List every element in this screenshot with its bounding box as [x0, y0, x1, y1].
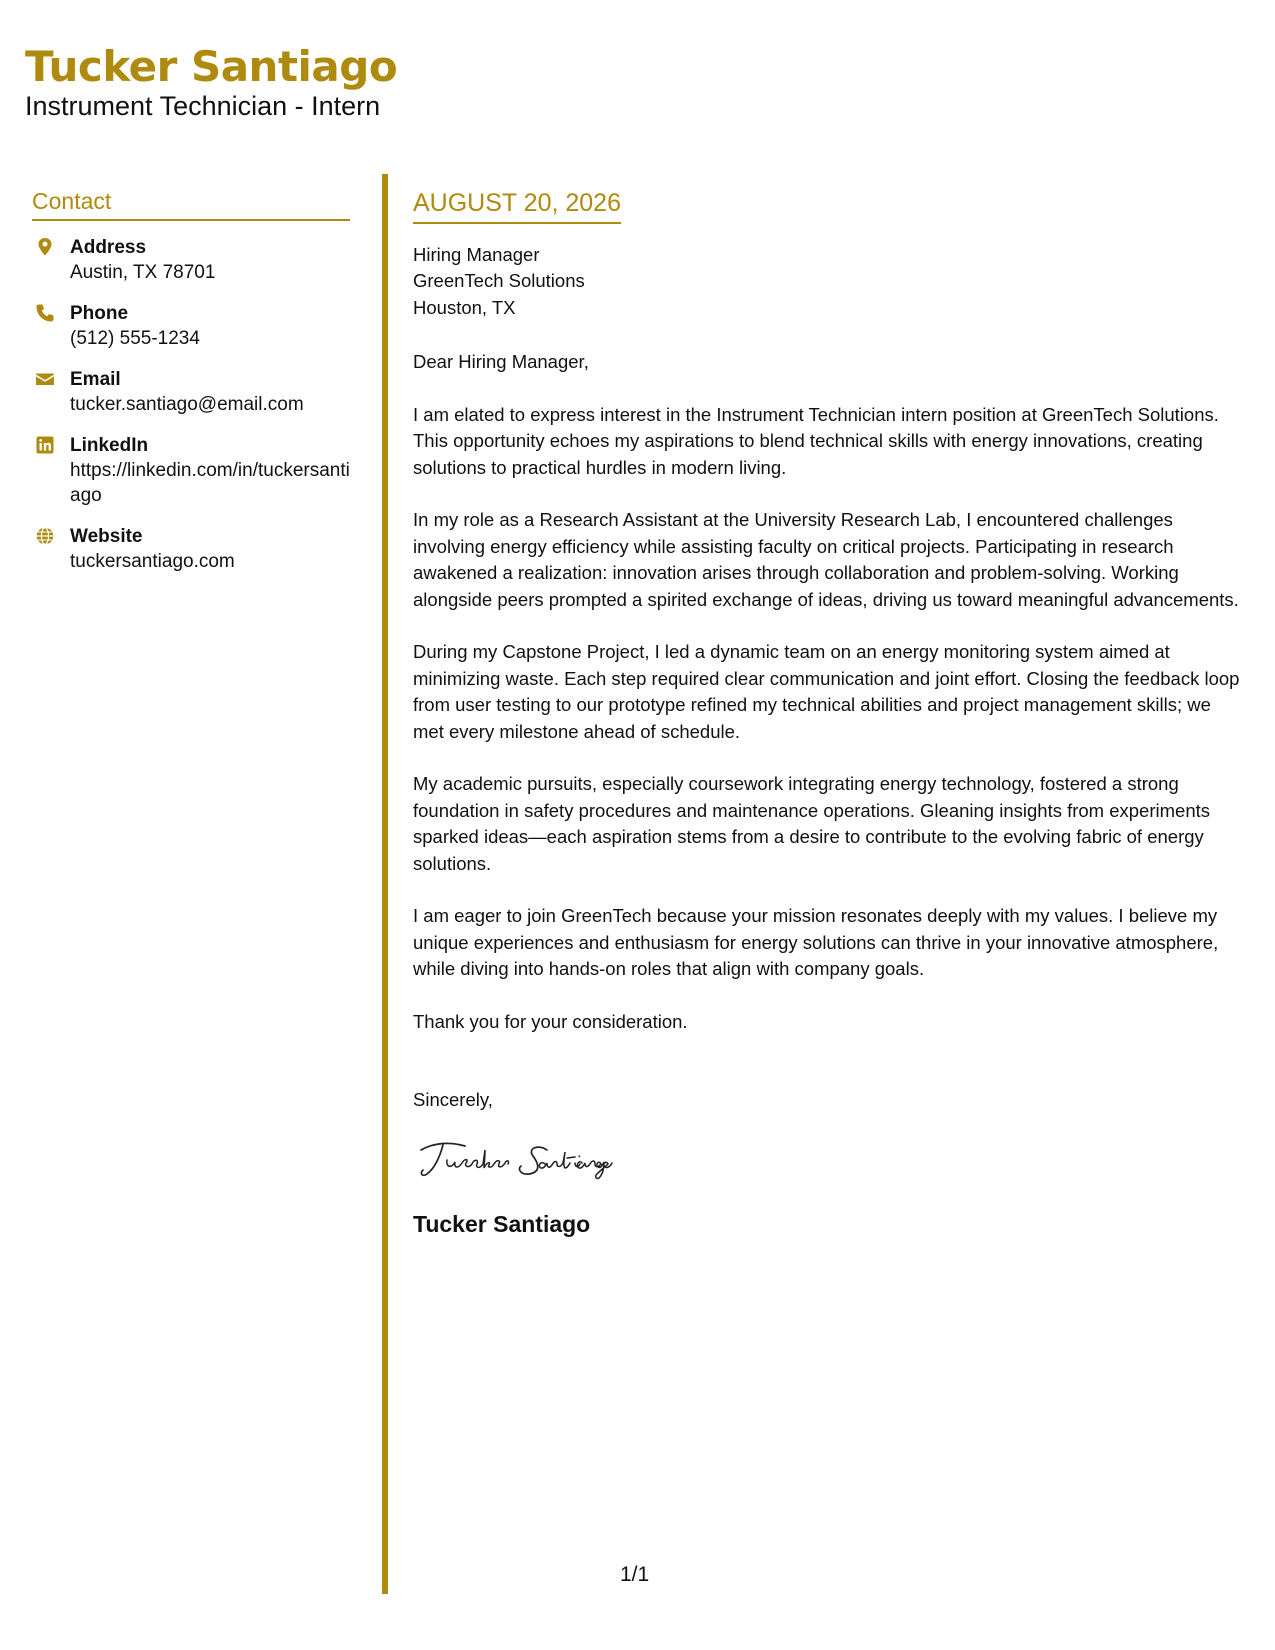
envelope-icon [35, 369, 55, 389]
candidate-name: Tucker Santiago [25, 42, 398, 91]
phone-value: (512) 555-1234 [70, 328, 200, 349]
letter-paragraph: During my Capstone Project, I led a dynamic team on an energy monitoring system aimed at minimizing waste. Each step required clear communication and joint effort. Closing the feedback loop from user testing to our prototype refined my technical abilities and project management skills; we met every milestone ahead of schedule. [413, 641, 1240, 742]
signed-name: Tucker Santiago [413, 1211, 591, 1237]
letter-paragraph: I am elated to express interest in the Instrument Technician intern position at GreenTech Solutions. This opportunity echoes my aspirations to blend technical skills with energy innovations, creating solutions to practical hurdles in modern living. [413, 403, 1219, 478]
page-number: 1/1 [620, 1563, 650, 1586]
contact-heading: Contact [32, 188, 350, 221]
address-value: Austin, TX 78701 [70, 262, 216, 283]
contact-item-phone [32, 301, 350, 351]
recipient-line: Hiring Manager [413, 243, 540, 265]
contact-label: Website [70, 526, 143, 547]
handwritten-signature [417, 1136, 667, 1186]
recipient-line: GreenTech Solutions [413, 270, 585, 291]
contact-item-email [32, 367, 350, 417]
contact-item-linkedin [32, 433, 350, 508]
header [25, 44, 397, 123]
letter-paragraph: In my role as a Research Assistant at the University Research Lab, I encountered challenges involving energy efficiency while assisting faculty on critical projects. Participating in research awakened a realization: innovation arises through collaboration and problem-solving. Working alongside peers prompted a spirited exchange of ideas, driving us toward meaningful advancements. [413, 509, 1239, 610]
contact-sidebar [32, 188, 350, 590]
contact-label: Phone [70, 303, 129, 324]
letter-paragraph: Thank you for your consideration. [413, 1010, 688, 1032]
contact-item-website [32, 524, 350, 574]
recipient-block [413, 242, 1243, 322]
letter-date: AUGUST 20, 2026 [413, 190, 621, 224]
linkedin-icon [35, 435, 55, 455]
vertical-divider [382, 174, 388, 1594]
salutation: Dear Hiring Manager, [413, 351, 589, 372]
website-value[interactable]: tuckersantiago.com [70, 551, 235, 572]
letter-paragraph: My academic pursuits, especially coursework integrating energy technology, fostered a strong foundation in safety procedures and maintenance operations. Gleaning insights from experiments sparked ideas—each aspiration stems from a desire to contribute to the evolving fabric of energy solutions. [413, 773, 1210, 874]
recipient-line: Houston, TX [413, 296, 516, 318]
globe-icon [35, 526, 55, 546]
contact-label: Email [70, 369, 121, 390]
closing: Sincerely, [413, 1089, 493, 1110]
contact-item-address [32, 235, 350, 285]
letter-paragraph: I am eager to join GreenTech because your mission resonates deeply with my values. I believe my unique experiences and enthusiasm for energy solutions can thrive in your innovative atmosphere, while diving into hands-on roles that align with company goals. [413, 905, 1219, 979]
linkedin-value[interactable]: https://linkedin.com/in/tuckersantiago [70, 460, 350, 506]
phone-icon [35, 303, 55, 323]
contact-label: Address [70, 237, 147, 258]
cover-letter [413, 190, 1243, 1238]
job-title: Instrument Technician - Intern [25, 91, 381, 122]
location-pin-icon [35, 237, 55, 257]
contact-label: LinkedIn [70, 435, 149, 456]
email-value[interactable]: tucker.santiago@email.com [70, 394, 304, 415]
